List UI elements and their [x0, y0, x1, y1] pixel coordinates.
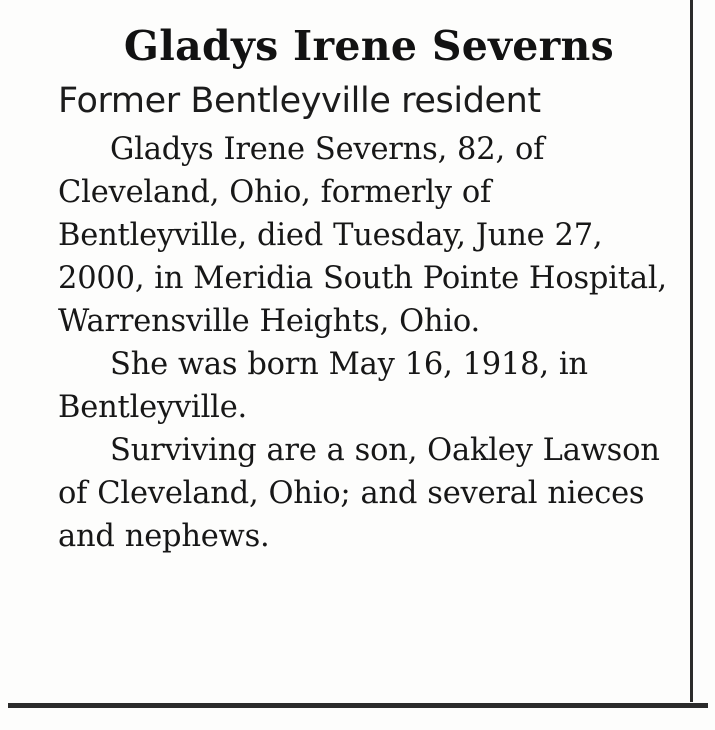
page-title: Gladys Irene Severns: [123, 22, 615, 70]
obituary-paragraph: Surviving are a son, Oakley Lawson of Cleveland, Ohio; and several nieces and nephews.: [58, 433, 660, 554]
obituary-article: [58, 22, 676, 558]
bottom-divider-rule: [8, 703, 708, 708]
subheading: Former Bentleyville resident: [58, 81, 541, 121]
obituary-paragraph: She was born May 16, 1918, in Bentleyville.: [58, 347, 588, 425]
obituary-paragraph: Gladys Irene Severns, 82, of Cleveland, Ohio, formerly of Bentleyville, died Tuesday, June 27, 2000, in Meridia South Pointe Hospital, Warrensville Heights, Ohio.: [58, 132, 667, 339]
column-divider-rule: [690, 0, 693, 702]
